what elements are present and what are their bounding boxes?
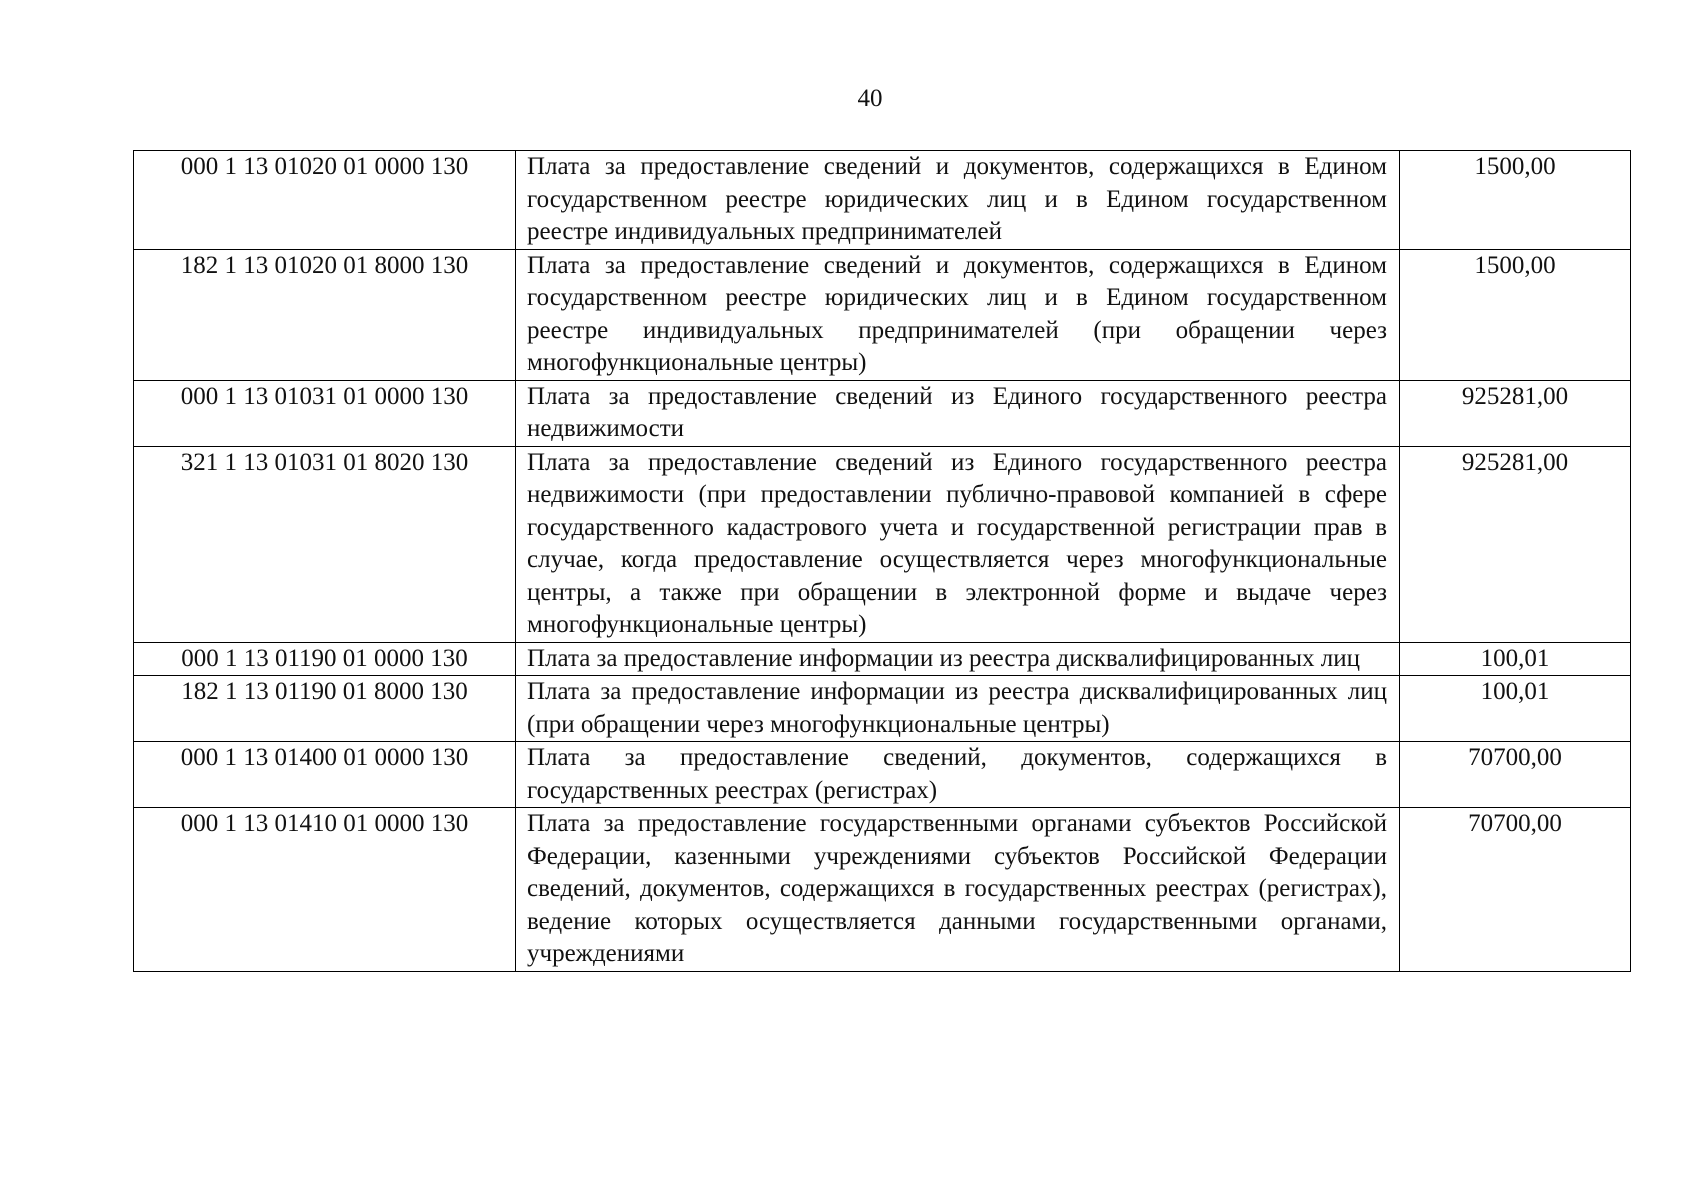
revenue-codes-table bbox=[133, 150, 1631, 972]
table-row bbox=[134, 151, 1631, 250]
revenue-description: Плата за предоставление сведений из Единого государственного реестра недвижимости bbox=[516, 380, 1400, 446]
revenue-amount: 100,01 bbox=[1400, 676, 1631, 742]
revenue-description: Плата за предоставление информации из реестра дисквалифицированных лиц (при обращении через многофункциональные центры) bbox=[516, 676, 1400, 742]
table-row bbox=[134, 808, 1631, 972]
revenue-amount: 70700,00 bbox=[1400, 742, 1631, 808]
revenue-description: Плата за предоставление сведений из Единого государственного реестра недвижимости (при предоставлении публично-правовой компанией в сфере государственного кадастрового учета и государственной регистрации прав в случае, когда предоставление осуществляется через многофункциональные центры, а также при обращении в электронной форме и выдаче через многофункциональные центры) bbox=[516, 446, 1400, 642]
table-row bbox=[134, 676, 1631, 742]
revenue-description: Плата за предоставление сведений, документов, содержащихся в государственных реестрах (регистрах) bbox=[516, 742, 1400, 808]
revenue-amount: 1500,00 bbox=[1400, 249, 1631, 380]
table-row bbox=[134, 446, 1631, 642]
revenue-description: Плата за предоставление сведений и документов, содержащихся в Едином государственном реестре юридических лиц и в Едином государственном реестре индивидуальных предпринимателей (при обращении через многофункциональные центры) bbox=[516, 249, 1400, 380]
revenue-amount: 1500,00 bbox=[1400, 151, 1631, 250]
revenue-amount: 925281,00 bbox=[1400, 446, 1631, 642]
revenue-code: 321 1 13 01031 01 8020 130 bbox=[134, 446, 516, 642]
revenue-amount: 925281,00 bbox=[1400, 380, 1631, 446]
revenue-code: 000 1 13 01020 01 0000 130 bbox=[134, 151, 516, 250]
revenue-amount: 70700,00 bbox=[1400, 808, 1631, 972]
revenue-code: 182 1 13 01020 01 8000 130 bbox=[134, 249, 516, 380]
revenue-description: Плата за предоставление сведений и документов, содержащихся в Едином государственном реестре юридических лиц и в Едином государственном реестре индивидуальных предпринимателей bbox=[516, 151, 1400, 250]
page-number: 40 bbox=[857, 85, 883, 112]
table-row bbox=[134, 380, 1631, 446]
revenue-amount: 100,01 bbox=[1400, 642, 1631, 676]
revenue-code: 000 1 13 01031 01 0000 130 bbox=[134, 380, 516, 446]
table-row bbox=[134, 742, 1631, 808]
table-row bbox=[134, 249, 1631, 380]
revenue-code: 182 1 13 01190 01 8000 130 bbox=[134, 676, 516, 742]
revenue-code: 000 1 13 01400 01 0000 130 bbox=[134, 742, 516, 808]
revenue-description: Плата за предоставление государственными органами субъектов Российской Федерации, казенными учреждениями субъектов Российской Федерации сведений, документов, содержащихся в государственных реестрах (регистрах), ведение которых осуществляется данными государственными органами, учреждениями bbox=[516, 808, 1400, 972]
revenue-code: 000 1 13 01190 01 0000 130 bbox=[134, 642, 516, 676]
table-row bbox=[134, 642, 1631, 676]
revenue-code: 000 1 13 01410 01 0000 130 bbox=[134, 808, 516, 972]
revenue-description: Плата за предоставление информации из реестра дисквалифицированных лиц bbox=[516, 642, 1400, 676]
